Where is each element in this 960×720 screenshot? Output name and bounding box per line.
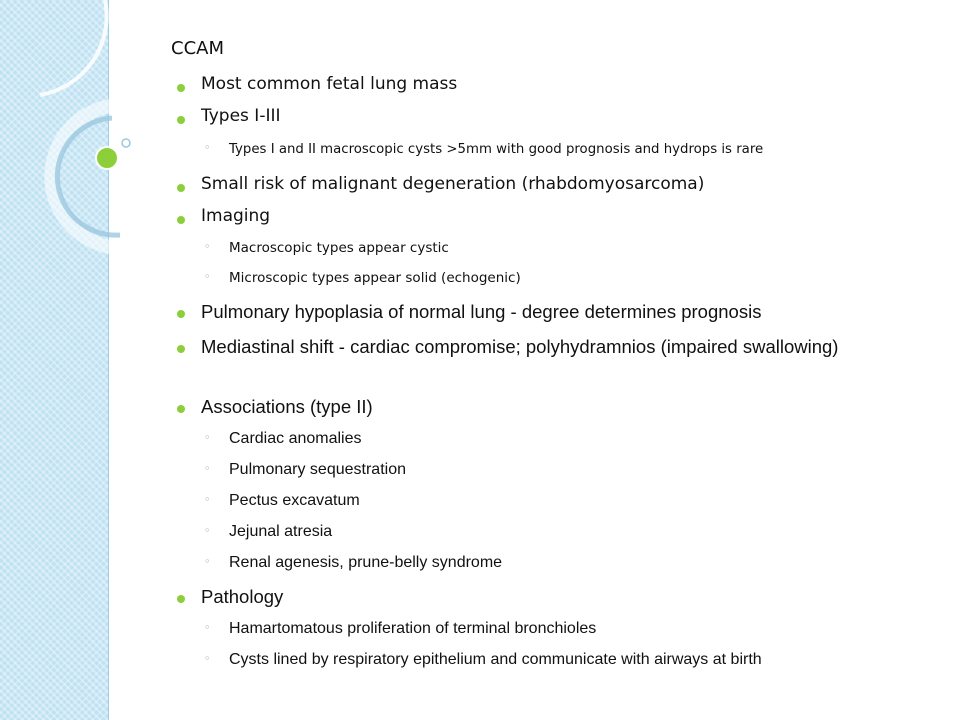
bullet-icon <box>177 184 185 192</box>
list-item: Renal agenesis, prune-belly syndrome <box>229 554 503 571</box>
sub-bullet-icon: ◦ <box>204 652 211 665</box>
list-item: Most common fetal lung mass <box>201 74 458 94</box>
list-item: Pulmonary sequestration <box>229 461 406 478</box>
list-item: Microscopic types appear solid (echogenic) <box>229 270 521 286</box>
sub-bullet-icon: ◦ <box>204 462 211 475</box>
sub-bullet-icon: ◦ <box>204 555 211 568</box>
bullet-icon <box>177 405 185 413</box>
list-item: Pectus excavatum <box>229 492 360 509</box>
bullet-icon <box>177 116 185 124</box>
list-item: Jejunal atresia <box>229 523 333 540</box>
sub-bullet-icon: ◦ <box>204 141 211 154</box>
sub-bullet-icon: ◦ <box>204 431 211 444</box>
sub-bullet-icon: ◦ <box>204 493 211 506</box>
list-item: Imaging <box>201 206 271 226</box>
bullet-icon <box>177 310 185 318</box>
list-item: Pathology <box>201 586 284 607</box>
list-item: Types I and II macroscopic cysts >5mm with good prognosis and hydrops is rare <box>229 142 764 157</box>
bullet-icon <box>177 84 185 92</box>
list-item: Mediastinal shift - cardiac compromise; polyhydramnios (impaired swallowing) <box>201 336 839 357</box>
list-item: Small risk of malignant degeneration (rhabdomyosarcoma) <box>201 174 705 194</box>
bullet-icon <box>177 595 185 603</box>
list-item: Associations (type II) <box>201 396 373 417</box>
slide-title: CCAM <box>171 38 224 59</box>
list-item: Cardiac anomalies <box>229 430 362 447</box>
sub-bullet-icon: ◦ <box>204 621 211 634</box>
list-item: Types I-III <box>201 106 281 126</box>
list-item: Cysts lined by respiratory epithelium and communicate with airways at birth <box>229 651 762 668</box>
bullet-icon <box>177 216 185 224</box>
sub-bullet-icon: ◦ <box>204 240 211 253</box>
sub-bullet-icon: ◦ <box>204 524 211 537</box>
bullet-icon <box>177 345 185 353</box>
list-item: Hamartomatous proliferation of terminal bronchioles <box>229 620 597 637</box>
list-item: Macroscopic types appear cystic <box>229 240 449 256</box>
list-item: Pulmonary hypoplasia of normal lung - degree determines prognosis <box>201 301 762 322</box>
sub-bullet-icon: ◦ <box>204 270 211 283</box>
